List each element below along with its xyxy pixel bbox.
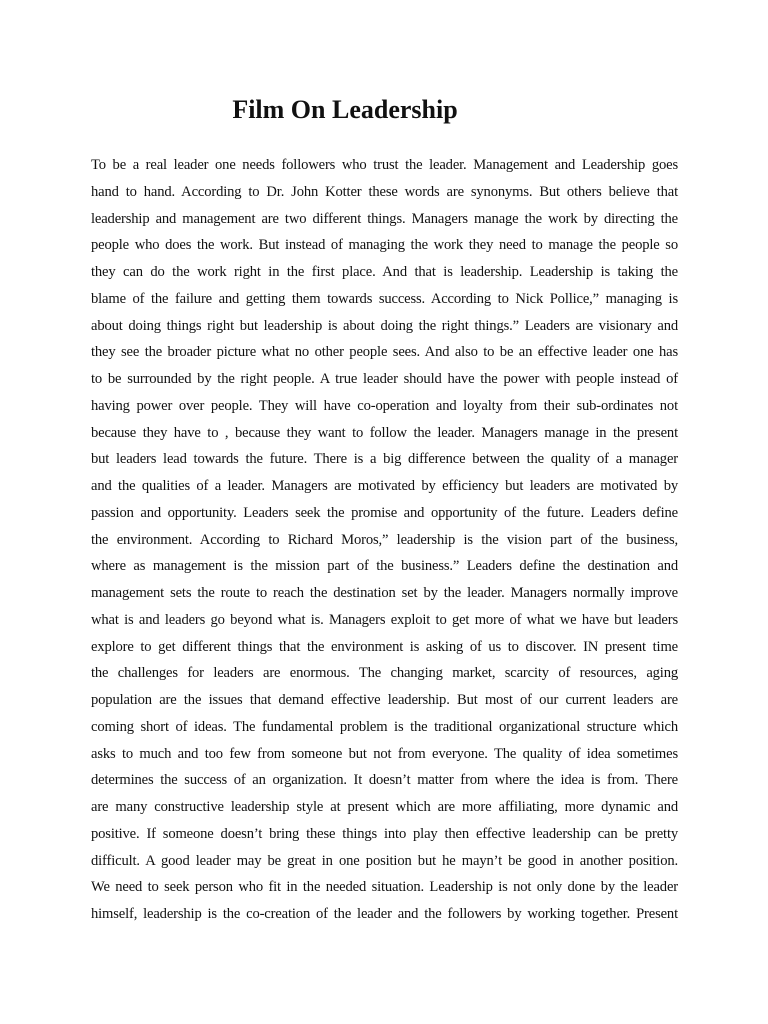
body-line: determines the success of an organization. It doesn’t matter from where the idea is from. There <box>91 772 678 789</box>
body-line: coming short of ideas. The fundamental problem is the traditional organizational structure which <box>91 718 678 735</box>
body-line: the environment. According to Richard Moros,” leadership is the vision part of the business, <box>91 531 678 548</box>
body-line: where as management is the mission part of the business.” Leaders define the destination and <box>91 558 678 575</box>
body-line: what is and leaders go beyond what is. Managers exploit to get more of what we have but leaders <box>91 611 678 628</box>
body-line: leadership and management are two different things. Managers manage the work by directing the <box>91 210 678 227</box>
body-line: asks to much and too few from someone but not from everyone. The quality of idea sometimes <box>91 745 678 762</box>
body-line: hand to hand. According to Dr. John Kotter these words are synonyms. But others believe that <box>91 183 678 200</box>
body-line: but leaders lead towards the future. There is a big difference between the quality of a manager <box>91 451 678 468</box>
body-line: people who does the work. But instead of managing the work they need to manage the people so <box>91 237 678 254</box>
body-line: they see the broader picture what no other people sees. And also to be an effective leader one has <box>91 344 678 361</box>
body-line: they can do the work right in the first place. And that is leadership. Leadership is taking the <box>91 264 678 280</box>
body-line: passion and opportunity. Leaders seek the promise and opportunity of the future. Leaders define <box>91 504 678 521</box>
body-line: management sets the route to reach the destination set by the leader. Managers normally improve <box>91 585 678 601</box>
body-line: blame of the failure and getting them towards success. According to Nick Pollice,” managing is <box>91 290 678 307</box>
body-line: to be surrounded by the right people. A true leader should have the power with people instead of <box>91 371 678 387</box>
body-line: himself, leadership is the co-creation of the leader and the followers by working together. Present <box>91 906 678 922</box>
body-line: and the qualities of a leader. Managers are motivated by efficiency but leaders are motivated by <box>91 478 678 494</box>
body-line: difficult. A good leader may be great in one position but he mayn’t be good in another position. <box>91 852 678 869</box>
body-line: To be a real leader one needs followers who trust the leader. Management and Leadership goes <box>91 157 678 173</box>
body-line: are many constructive leadership style at present which are more affiliating, more dynamic and <box>91 799 678 815</box>
body-line: because they have to , because they want to follow the leader. Managers manage in the present <box>91 424 678 441</box>
body-line: about doing things right but leadership is about doing the right things.” Leaders are visionary and <box>91 317 678 334</box>
body-line: the challenges for leaders are enormous. The changing market, scarcity of resources, aging <box>91 665 678 682</box>
body-line: population are the issues that demand effective leadership. But most of our current leaders are <box>91 692 678 708</box>
body-line: explore to get different things that the environment is asking of us to discover. IN present time <box>91 638 678 655</box>
body-line: having power over people. They will have co-operation and loyalty from their sub-ordinates not <box>91 397 678 414</box>
body-line: positive. If someone doesn’t bring these things into play then effective leadership can be pretty <box>91 825 678 842</box>
body-line: We need to seek person who fit in the needed situation. Leadership is not only done by the leader <box>91 879 678 896</box>
document-body <box>91 152 678 928</box>
document-title: Film On Leadership <box>232 95 458 124</box>
